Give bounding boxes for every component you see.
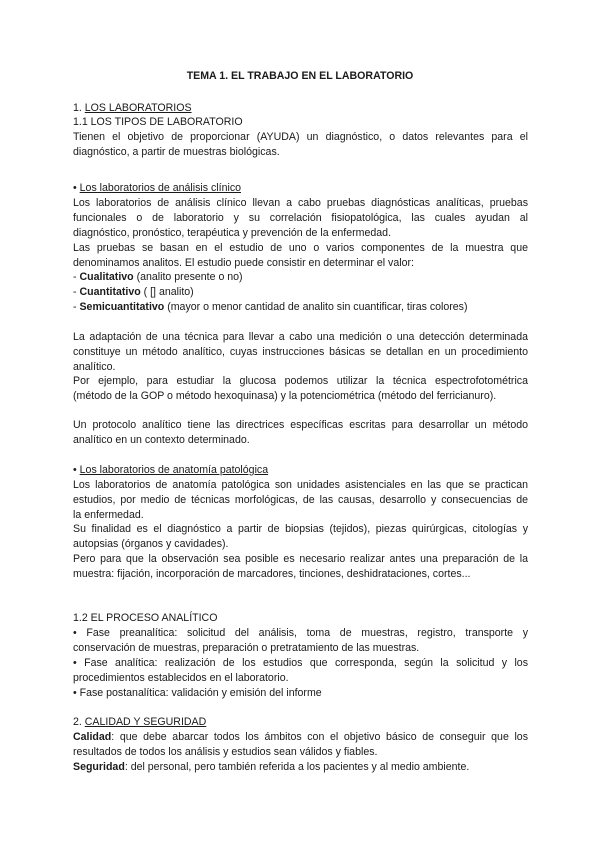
clinico-heading: • Los laboratorios de análisis clínico	[73, 182, 242, 194]
paragraph-line: constituye un método analítico, cuyas instrucciones básicas se detallan en un procedimiento	[73, 346, 528, 358]
paragraph-line: la enfermedad.	[73, 509, 144, 521]
phase-line: procedimientos establecidos en el laboratorio.	[73, 672, 289, 684]
anatomia-heading: • Los laboratorios de anatomía patológica	[73, 464, 269, 476]
paragraph-line: Pero para que la observación sea posible es necesario realizar antes una preparación de la	[73, 553, 528, 565]
paragraph-line: analítico en un contexto determinado.	[73, 434, 250, 446]
intro-line: Tienen el objetivo de proporcionar (AYUDA) un diagnóstico, o datos relevantes para el	[73, 131, 528, 143]
paragraph-line: denominamos analitos. El estudio puede consistir en determinar el valor:	[73, 257, 414, 269]
seguridad-line: Seguridad: del personal, pero también referida a los pacientes y al medio ambiente.	[73, 761, 470, 773]
paragraph-line: Las pruebas se basan en el estudio de uno o varios componentes de la muestra que	[73, 242, 528, 254]
intro-line: diagnóstico, a partir de muestras biológicas.	[73, 146, 280, 158]
list-item: - Cuantitativo ( [] analito)	[73, 286, 194, 298]
paragraph-line: muestra: fijación, incorporación de marcadores, tinciones, deshidrataciones, cortes...	[73, 568, 471, 580]
subsection-1-2-heading: 1.2 EL PROCESO ANALÍTICO	[73, 612, 218, 624]
phase-line: • Fase postanalítica: validación y emisión del informe	[73, 687, 322, 699]
paragraph-line: Un protocolo analítico tiene las directrices específicas escritas para desarrollar un método	[73, 419, 528, 431]
list-item: - Cualitativo (analito presente o no)	[73, 271, 243, 283]
paragraph-line: Por ejemplo, para estudiar la glucosa podemos utilizar la técnica espectrofotométrica	[73, 375, 528, 387]
paragraph-line: diagnóstico, pronóstico, terapéutica y prevención de la enfermedad.	[73, 227, 392, 239]
paragraph-line: Los laboratorios de análisis clínico llevan a cabo pruebas diagnósticas analíticas, pruebas	[73, 197, 528, 209]
phase-line: • Fase preanalítica: solicitud del análisis, toma de muestras, registro, transporte y	[73, 627, 528, 639]
phase-line: conservación de muestras, preparación o pretratamiento de las muestras.	[73, 642, 420, 654]
paragraph-line: Los laboratorios de anatomía patológica son unidades asistenciales en las que se practican	[73, 479, 528, 491]
section-2-heading: 2. CALIDAD Y SEGURIDAD	[73, 716, 207, 728]
paragraph-line: Su finalidad es el diagnóstico a partir de biopsias (tejidos), piezas quirúrgicas, citologías y	[73, 523, 528, 535]
calidad-line: resultados de todos los análisis y estudios sean válidos y fiables.	[73, 746, 378, 758]
paragraph-line: La adaptación de una técnica para llevar a cabo una medición o una detección determinada	[73, 331, 528, 343]
phase-line: • Fase analítica: realización de los estudios que corresponda, según la solicitud y los	[73, 657, 528, 669]
paragraph-line: funcionales o de laboratorio y su correlación fisiopatológica, las cuales ayudan al	[73, 212, 528, 224]
paragraph-line: autopsias (órganos y cavidades).	[73, 538, 229, 550]
paragraph-line: analítico.	[73, 361, 116, 373]
calidad-line: Calidad: que debe abarcar todos los ámbitos con el objetivo básico de conseguir que los	[73, 731, 528, 743]
page-title: TEMA 1. EL TRABAJO EN EL LABORATORIO	[186, 70, 414, 82]
subsection-1-1-heading: 1.1 LOS TIPOS DE LABORATORIO	[73, 116, 243, 128]
paragraph-line: estudios, por medio de técnicas morfológicas, de las causas, desarrollo y consecuencias de	[73, 494, 528, 506]
section-1-heading: 1. LOS LABORATORIOS	[73, 102, 192, 114]
list-item: - Semicuantitativo (mayor o menor cantidad de analito sin cuantificar, tiras colores)	[73, 301, 468, 313]
paragraph-line: (método de la GOP o método hexoquinasa) y la potenciométrica (método del ferricianuro).	[73, 390, 497, 402]
